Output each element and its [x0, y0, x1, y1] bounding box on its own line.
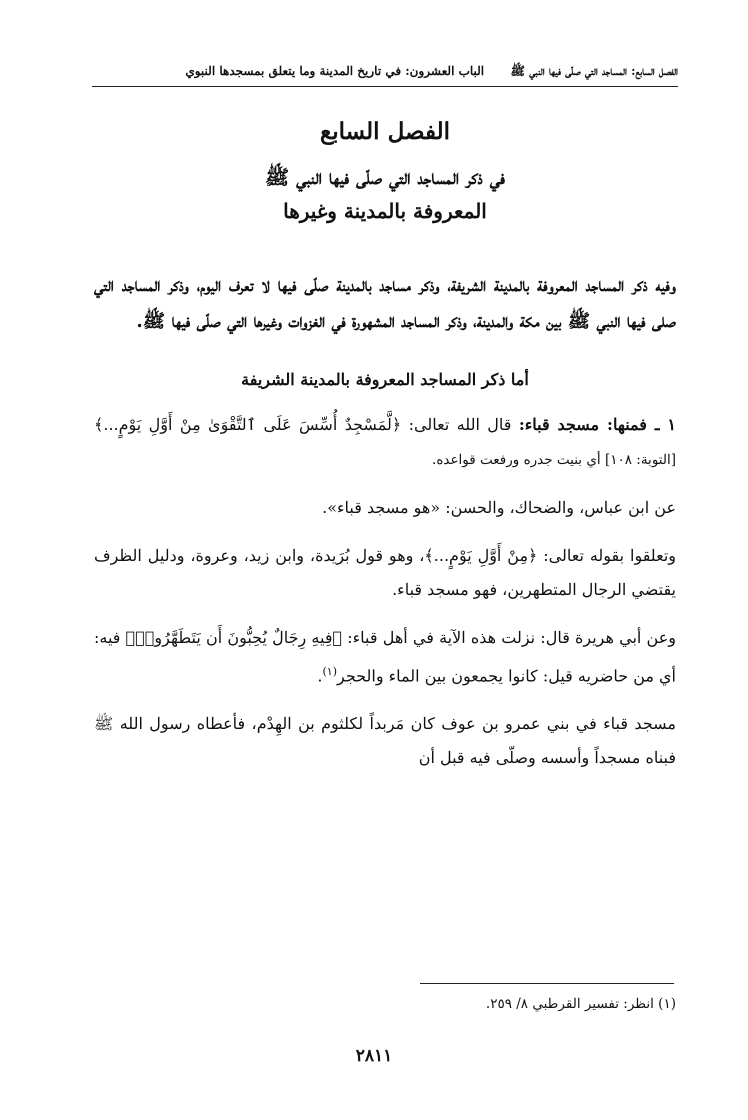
header-chapter: الفصل السابع: المساجد التي صلّى فيها النبي ﷺ	[510, 64, 678, 78]
running-header	[92, 58, 678, 87]
paragraph-quba-reference: [التوبة: ١٠٨] أي بنيت جدره ورفعت قواعده.	[432, 452, 676, 468]
intro-paragraph: وفيه ذكر المساجد المعروفة بالمدينة الشريفة، وذكر مساجد بالمدينة صلّى فيها لا تعرف اليوم، وذكر المساجد التي صلى فيها النبي ﷺ بين مكة والمدينة، وذكر المساجد المشهورة في الغزوات وغيرها التي صلّى فيها ﷺ.	[94, 275, 676, 332]
paragraph-quba	[94, 408, 676, 477]
paragraph-tafsir: وتعلقوا بقوله تعالى: ﴿مِنْ أَوَّلِ يَوْمٍ...﴾، وهو قول بُرَيدة، وابن زيد، وعروة، ودليل الظرف يقتضي الرجال المتطهرين، فهو مسجد قباء.	[94, 546, 676, 599]
chapter-title: الفصل السابع	[320, 118, 450, 145]
paragraph-quba-history: مسجد قباء في بني عمرو بن عوف كان مَربداً لكلثوم بن الهِدْم، فأعطاه رسول الله ﷺ فبناه مسجداً وأسسه وصلّى فيه قبل أن	[94, 714, 676, 768]
paragraph-ibn-abbas: عن ابن عباس، والضحاك، والحسن: «هو مسجد قباء».	[322, 498, 676, 517]
paragraph-abu-hurayra-end: .	[317, 666, 323, 686]
page-body	[94, 112, 676, 775]
header-part: الباب العشرون: في تاريخ المدينة وما يتعلق بمسجدها النبوي	[185, 64, 485, 78]
subtitle-line-1: في ذكر المساجد التي صلّى فيها النبي ﷺ	[265, 165, 505, 189]
paragraph-abu-hurayra	[94, 621, 676, 693]
footnote-marker[interactable]: (١)	[322, 665, 338, 678]
page-number: ٢٨١١	[355, 1046, 393, 1066]
header-separator	[494, 58, 500, 84]
paragraph-abu-hurayra-text: وعن أبي هريرة قال: نزلت هذه الآية في أهل قباء: ﴿فِيهِ رِجَالٌ يُحِبُّونَ أَن يَتَطَهَّرُوا۟﴾ فيه: أي من حاضريه قيل: كانوا يجمعون بين الماء والحجر	[94, 628, 676, 686]
footnote-divider	[420, 983, 674, 984]
section-heading: أما ذكر المساجد المعروفة بالمدينة الشريفة	[241, 370, 529, 389]
subtitle-line-2: المعروفة بالمدينة وغيرها	[283, 199, 487, 223]
paragraph-quba-lead: ١ ـ فمنها: مسجد قباء:	[518, 415, 677, 434]
footnote: (١) انظر: تفسير القرطبي ٨/ ٢٥٩.	[485, 996, 676, 1012]
paragraph-quba-verse: قال الله تعالى: ﴿لَّمَسْجِدٌ أُسِّسَ عَلَى ٱلتَّقْوَىٰ مِنْ أَوَّلِ يَوْمٍ...﴾	[94, 415, 519, 434]
chapter-subtitle	[94, 160, 676, 228]
